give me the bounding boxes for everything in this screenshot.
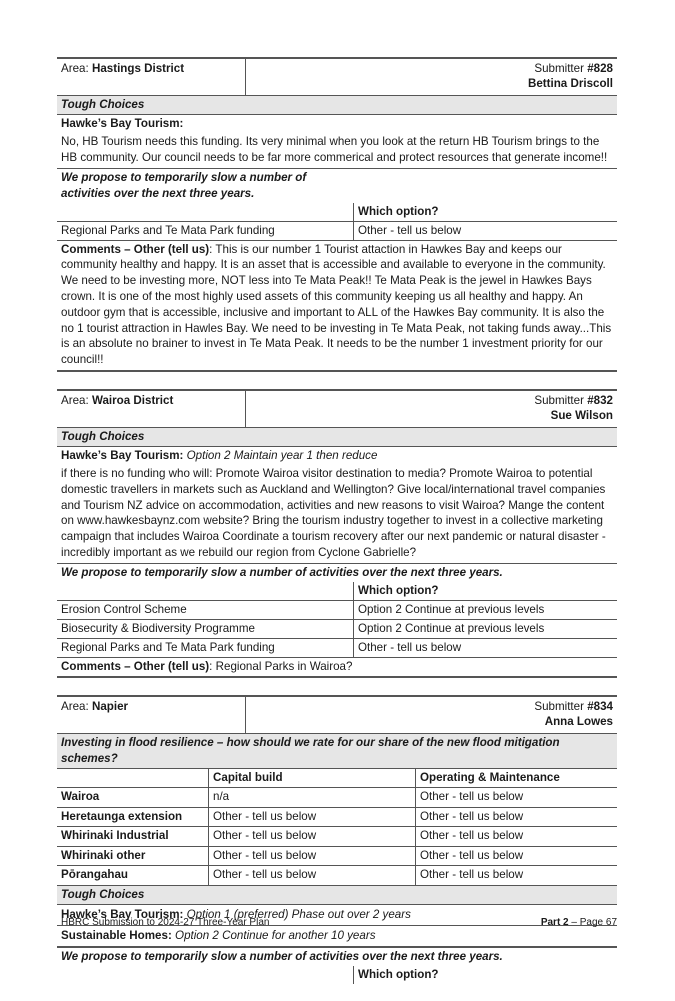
operating-header: Operating & Maintenance (420, 770, 560, 784)
slow-question-text: We propose to temporarily slow a number of activities over the next three years. (61, 949, 503, 963)
scheme-name: Whirinaki Industrial (57, 827, 209, 846)
area-label: Area: (61, 393, 89, 407)
area-cell (57, 391, 246, 427)
which-option-label: Which option? (358, 204, 439, 218)
submitter-cell (246, 697, 617, 733)
flood-row (57, 807, 617, 827)
opex-value: Other - tell us below (420, 829, 524, 843)
activity-name: Biosecurity & Biodiversity Programme (57, 620, 354, 638)
footer-page-number: – Page 67 (568, 917, 617, 928)
hbt-heading (57, 446, 617, 465)
flood-question: Investing in flood resilience – how should we rate for our share of the new flood mitigation schemes? (57, 733, 617, 768)
activity-row (57, 638, 617, 657)
area-cell (57, 697, 246, 733)
capital-value: Other - tell us below (209, 866, 416, 885)
submission-header (57, 391, 617, 427)
tough-choices-heading: Tough Choices (57, 427, 617, 446)
activity-option: Other - tell us below (358, 640, 462, 654)
comments: Comments – Other (tell us): This is our number 1 Tourist attaction in Hawkes Bay and keeps our community healthy and happy. It is an asset that is accessible and available to everyone in the community. We need to be investing more, NOT less into Te Mata Peak!! Te Mata Peak is the jewel in Hawkes Bays crown. It is one of the most highly used assets of this community keeping us all healthy and happy. An outdoor gym that is accessible, inclusive and important to ALL of the Hawkes Bay community. It is also the no 1 tourist attraction in Hawles Bay. We need to be investing in Te Mata Peak, not taking funds away...This is an absolute no brainer to invest in Te Mata Peak. It needs to be the number 1 investment priority for our council!! (57, 240, 617, 370)
slow-activities-question (57, 946, 617, 966)
opex-value: Other - tell us below (420, 848, 524, 862)
submitter-number: #834 (587, 699, 613, 713)
submitter-cell (246, 59, 617, 95)
flood-row (57, 865, 617, 885)
which-option-label: Which option? (358, 583, 439, 597)
submission-832 (57, 389, 617, 678)
submission-header (57, 697, 617, 733)
activity-option: Other - tell us below (358, 223, 462, 237)
area-cell (57, 59, 246, 95)
activity-row (57, 600, 617, 619)
submitter-label: Submitter (534, 393, 584, 407)
submitter-name: Sue Wilson (550, 408, 613, 422)
comments-text: Regional Parks in Wairoa? (212, 659, 353, 673)
area-value: Napier (91, 699, 129, 713)
footer-page (541, 917, 617, 928)
submitter-number: #832 (587, 393, 613, 407)
scheme-name: Pōrangahau (57, 866, 209, 885)
tough-choices-heading: Tough Choices (57, 885, 617, 904)
capital-value: Other - tell us below (209, 808, 416, 827)
sustainable-homes-label: Sustainable Homes: (61, 928, 172, 942)
slow-question-text: We propose to temporarily slow a number of activities over the next three years. (61, 565, 503, 579)
tough-choices-heading: Tough Choices (57, 95, 617, 114)
hbt-response: if there is no funding who will: Promote Wairoa visitor destination to media? Promote Wairoa to potential domestic travellers in markets such as Auckland and Wellington? Give local/international travel companies and Tourism NZ advice on accommodation, activities and new reasons to visit Wairoa? Mange the content on www.hawkesbaynz.com website? Bring the tourism industry together to invest in a collective marketing campaign that includes Wairoa Coordinate a tourism recovery after our next pandemic or natural disaster - incredibly important as we rebuild our region from Cyclone Gabrielle? (61, 466, 606, 559)
activity-option: Option 2 Continue at previous levels (358, 602, 545, 616)
page-footer (61, 917, 617, 928)
comments: Comments – Other (tell us): Regional Parks in Wairoa? (57, 657, 617, 676)
scheme-name: Whirinaki other (57, 847, 209, 866)
activity-row (57, 221, 617, 240)
slow-activities-question (57, 563, 617, 582)
opex-value: Other - tell us below (420, 809, 524, 823)
footer-part: Part 2 (540, 917, 569, 928)
comments-text: This is our number 1 Tourist attaction in Hawkes Bay and keeps our community healthy and happy. It is an asset that is accessible and available to everyone in the community. We need to be investing more, NOT less into Te Mata Peak!! Te Mata Peak is the jewel in Hawkes Bays crown. It is one of the most highly used assets of this community keeping us all healthy and happy. An outdoor gym that is accessible, inclusive and important to ALL of the Hawkes Bay community. It is also the no 1 tourist attraction in Hawles Bay. We need to be investing in Te Mata Peak, not taking funds away...This is an absolute no brainer to invest in Te Mata Peak. It needs to be the number 1 investment priority for our council!! (61, 242, 612, 367)
opex-value: Other - tell us below (420, 868, 524, 882)
hbt-label: Hawke’s Bay Tourism: (61, 907, 184, 921)
capital-value: Other - tell us below (209, 847, 416, 866)
submitter-label: Submitter (534, 699, 584, 713)
hbt-label: Hawke’s Bay Tourism: (61, 448, 184, 462)
which-option-header (57, 966, 617, 984)
submission-834 (57, 695, 617, 984)
flood-table-header (57, 768, 617, 788)
flood-row (57, 846, 617, 866)
activity-name: Regional Parks and Te Mata Park funding (57, 222, 354, 240)
submitter-label: Submitter (534, 62, 584, 75)
footer-title: HBRC Submission to 2024-27 Three-Year Plan (61, 917, 270, 928)
hbt-response: No, HB Tourism needs this funding. Its very minimal when you look at the return HB Tourism brings to the HB community. Our council needs to be far more commerical and protect resources that generate income!! (61, 135, 608, 164)
submission-header (57, 59, 617, 95)
activity-name: Regional Parks and Te Mata Park funding (57, 639, 354, 657)
document-page (57, 57, 617, 1001)
capital-build-header: Capital build (209, 769, 416, 788)
comments-label: Comments – Other (tell us) (61, 242, 210, 256)
hbt-option: Option 1 (preferred) Phase out over 2 years (183, 907, 411, 921)
hbt-heading: Hawke’s Bay Tourism: (57, 114, 617, 133)
flood-row (57, 826, 617, 846)
capital-value: Other - tell us below (209, 827, 416, 846)
which-option-header (57, 582, 617, 600)
activity-row (57, 619, 617, 638)
submitter-cell (246, 391, 617, 427)
slow-question-text: We propose to temporarily slow a number of activities over the next three years. (61, 170, 307, 200)
flood-row (57, 787, 617, 807)
comments-label: Comments – Other (tell us) (61, 659, 210, 673)
area-label: Area: (61, 62, 89, 75)
submission-828 (57, 57, 617, 372)
which-option-header (57, 203, 617, 221)
scheme-name: Wairoa (57, 788, 209, 807)
slow-activities-question (57, 168, 617, 203)
area-label: Area: (61, 699, 89, 713)
scheme-name: Heretaunga extension (57, 808, 209, 827)
submitter-name: Anna Lowes (544, 714, 613, 728)
capital-value: n/a (209, 788, 416, 807)
hbt-option: Option 2 Maintain year 1 then reduce (183, 448, 378, 462)
activity-option: Option 2 Continue at previous levels (358, 621, 545, 635)
opex-value: Other - tell us below (420, 790, 524, 804)
submitter-number: #828 (587, 62, 613, 75)
area-value: Hastings District (91, 62, 185, 75)
area-value: Wairoa District (91, 393, 174, 407)
which-option-label: Which option? (358, 967, 439, 981)
sustainable-homes-option: Option 2 Continue for another 10 years (171, 928, 376, 942)
submitter-name: Bettina Driscoll (527, 77, 613, 90)
activity-name: Erosion Control Scheme (57, 601, 354, 619)
